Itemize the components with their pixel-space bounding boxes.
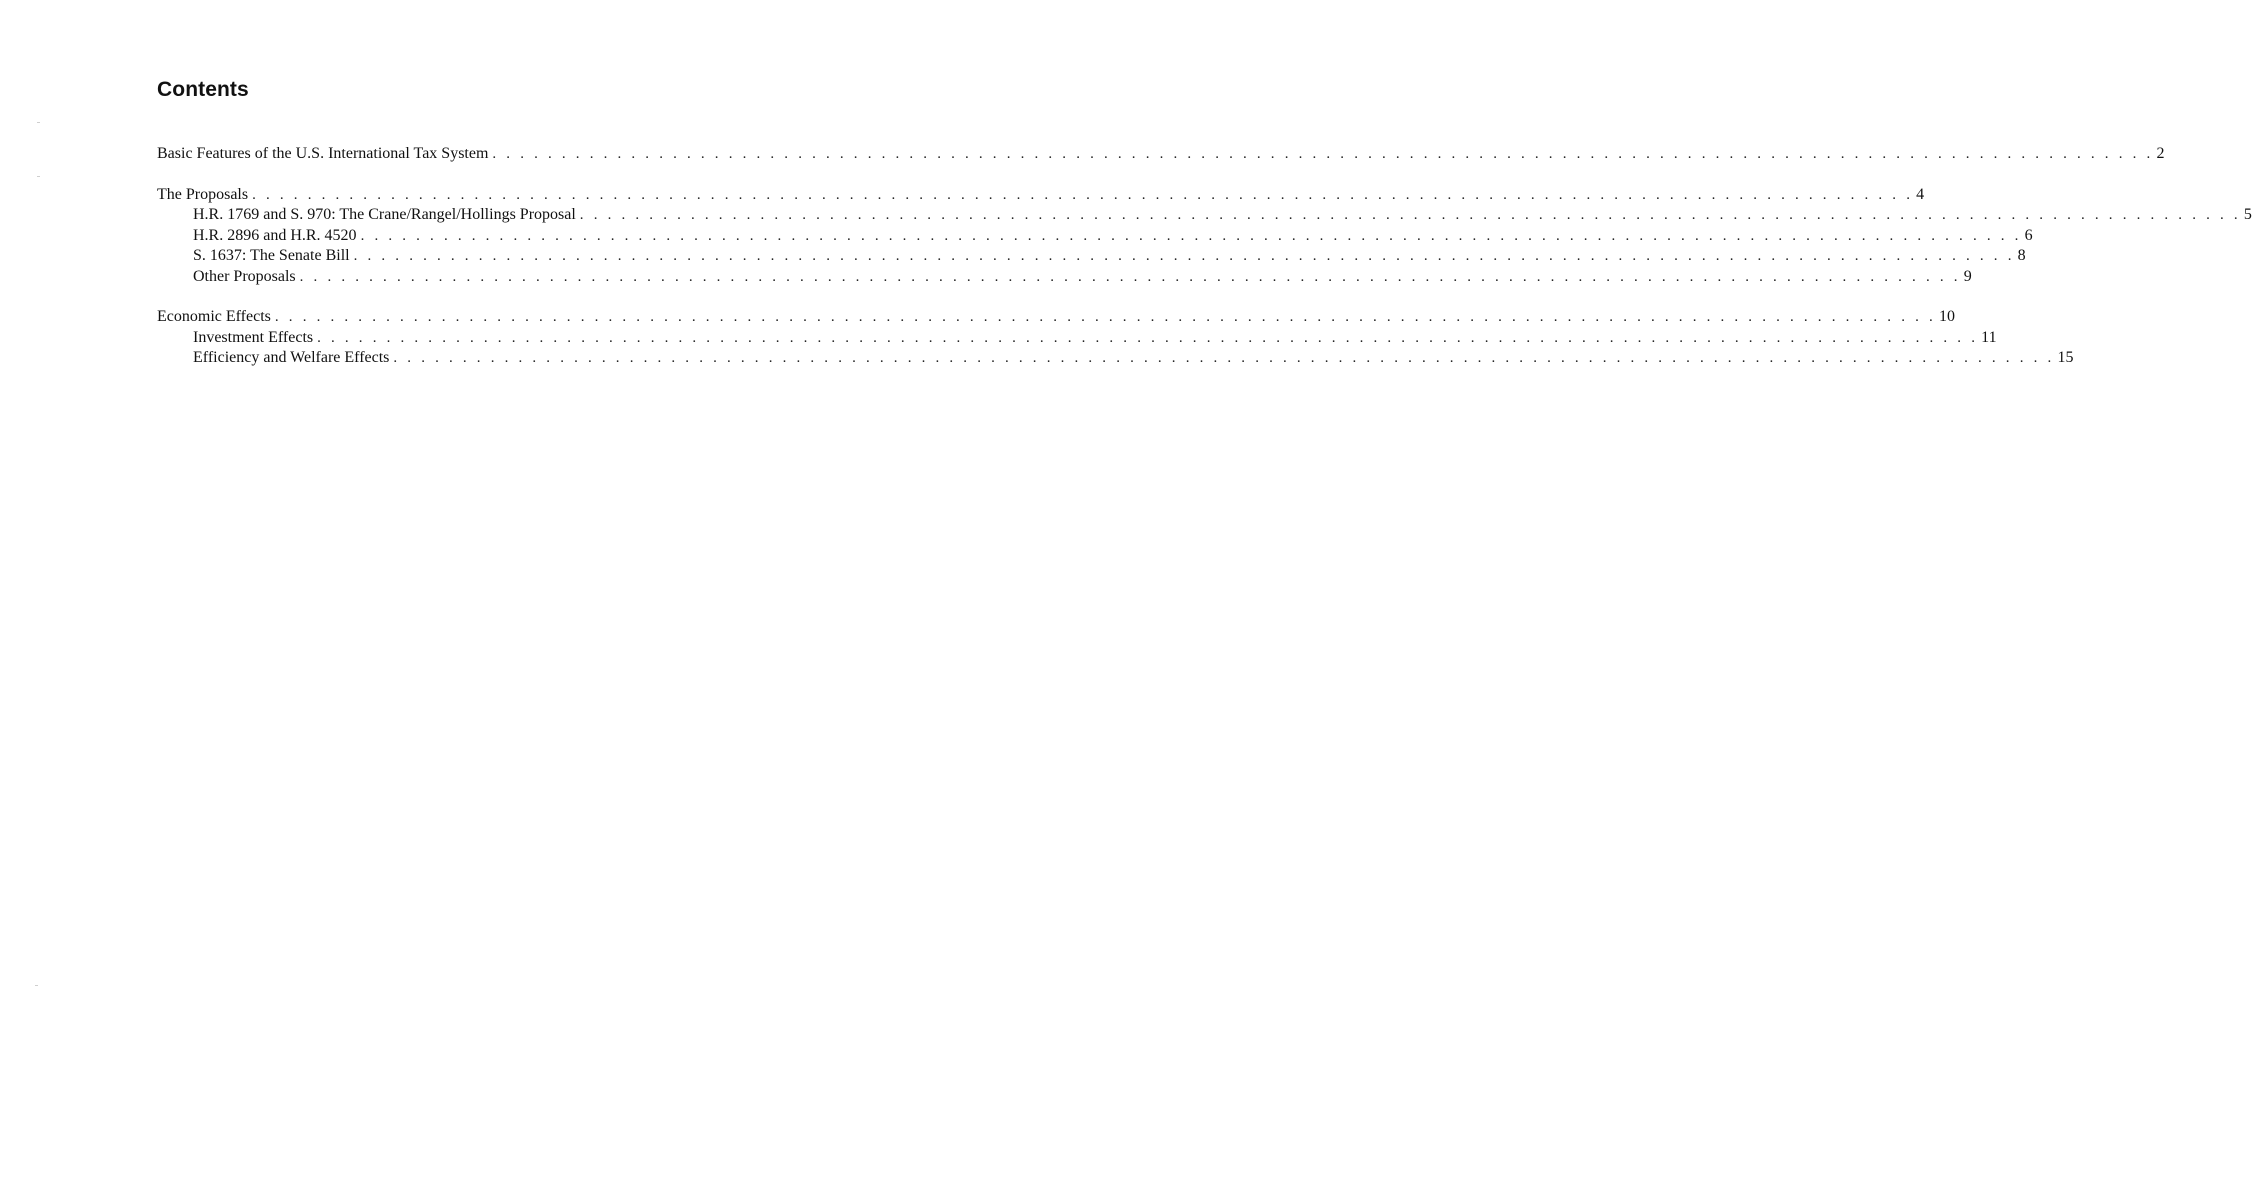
toc-subentry-title: Efficiency and Welfare Effects (193, 349, 390, 366)
dot-leader: . . . . . . . . . . . . . . . . . . . . . . . . . . . . . . . . . . . . . . . . . . . . . . . . . . . . . . . . . . . . . . . . . . . . . . . . . . . . . . . . . . . . . . . . . . . . . . . . . . . . . . . . . . . . . . . . . . . . . . . . (252, 186, 1914, 203)
page-number: 10 (1938, 308, 1955, 325)
dot-leader: . . . . . . . . . . . . . . . . . . . . . . . . . . . . . . . . . . . . . . . . . . . . . . . . . . . . . . . . . . . . . . . . . . . . . . . . . . . . . . . . . . . . . . . . . . . . . . . . . . . . . . . . . . . . . . . . . . . . . . . . (579, 207, 2241, 223)
dot-leader: . . . . . . . . . . . . . . . . . . . . . . . . . . . . . . . . . . . . . . . . . . . . . . . . . . . . . . . . . . . . . . . . . . . . . . . . . . . . . . . . . . . . . . . . . . . . . . . . . . . . . . . . . . . . . . . . . . . . . . . . (360, 227, 2022, 244)
page-number: 4 (1916, 185, 1925, 203)
scan-speck (35, 985, 38, 986)
toc-section (157, 185, 2252, 288)
toc-subentry[interactable] (157, 246, 2026, 267)
page-number: 2 (2156, 145, 2165, 162)
page-number: 8 (2017, 247, 2026, 264)
page-number: 6 (2024, 226, 2033, 244)
toc-entry-title: Economic Effects (157, 308, 271, 325)
toc-subentry-title: H.R. 2896 and H.R. 4520 (193, 226, 357, 244)
dot-leader: . . . . . . . . . . . . . . . . . . . . . . . . . . . . . . . . . . . . . . . . . . . . . . . . . . . . . . . . . . . . . . . . . . . . . . . . . . . . . . . . . . . . . . . . . . . . . . . . . . . . . . . . . . . . . . . . . . . . . . . . (317, 329, 1979, 346)
toc-section (157, 307, 2074, 369)
dot-leader: . . . . . . . . . . . . . . . . . . . . . . . . . . . . . . . . . . . . . . . . . . . . . . . . . . . . . . . . . . . . . . . . . . . . . . . . . . . . . . . . . . . . . . . . . . . . . . . . . . . . . . . . . . . . . . . . . . . . . . . . (492, 146, 2154, 162)
toc-section (157, 144, 2165, 165)
toc-entry-title: Basic Features of the U.S. International Tax System (157, 145, 489, 162)
toc-subentry[interactable] (157, 267, 1972, 288)
dot-leader: . . . . . . . . . . . . . . . . . . . . . . . . . . . . . . . . . . . . . . . . . . . . . . . . . . . . . . . . . . . . . . . . . . . . . . . . . . . . . . . . . . . . . . . . . . . . . . . . . . . . . . . . . . . . . . . . . . . . . . . . (353, 248, 2015, 264)
toc-subentry-title: Other Proposals (193, 267, 296, 285)
contents-heading: Contents (157, 78, 249, 101)
toc-subentry-title: S. 1637: The Senate Bill (193, 247, 350, 264)
toc-subentry[interactable] (157, 226, 2033, 247)
toc-entry[interactable] (157, 185, 1925, 206)
toc-subentry-title: Investment Effects (193, 328, 314, 346)
scan-speck (37, 122, 40, 123)
toc-entry[interactable] (157, 307, 1955, 328)
table-of-contents (157, 144, 2252, 389)
page-number: 5 (2243, 206, 2252, 223)
dot-leader: . . . . . . . . . . . . . . . . . . . . . . . . . . . . . . . . . . . . . . . . . . . . . . . . . . . . . . . . . . . . . . . . . . . . . . . . . . . . . . . . . . . . . . . . . . . . . . . . . . . . . . . . . . . . . . . . . . . . . . . . (299, 268, 1961, 285)
page-number: 9 (1963, 267, 1972, 285)
toc-entry[interactable] (157, 144, 2165, 165)
toc-subentry[interactable] (157, 205, 2252, 226)
page-number: 15 (2057, 349, 2074, 366)
toc-subentry[interactable] (157, 348, 2074, 369)
page-number: 11 (1981, 328, 1997, 346)
toc-entry-title: The Proposals (157, 185, 249, 203)
toc-subentry-title: H.R. 1769 and S. 970: The Crane/Rangel/Hollings Proposal (193, 206, 576, 223)
scan-speck (37, 176, 40, 177)
dot-leader: . . . . . . . . . . . . . . . . . . . . . . . . . . . . . . . . . . . . . . . . . . . . . . . . . . . . . . . . . . . . . . . . . . . . . . . . . . . . . . . . . . . . . . . . . . . . . . . . . . . . . . . . . . . . . . . . . . . . . . . . (274, 309, 1936, 325)
toc-subentry[interactable] (157, 328, 1997, 349)
dot-leader: . . . . . . . . . . . . . . . . . . . . . . . . . . . . . . . . . . . . . . . . . . . . . . . . . . . . . . . . . . . . . . . . . . . . . . . . . . . . . . . . . . . . . . . . . . . . . . . . . . . . . . . . . . . . . . . . . . . . . . . . (393, 350, 2055, 366)
